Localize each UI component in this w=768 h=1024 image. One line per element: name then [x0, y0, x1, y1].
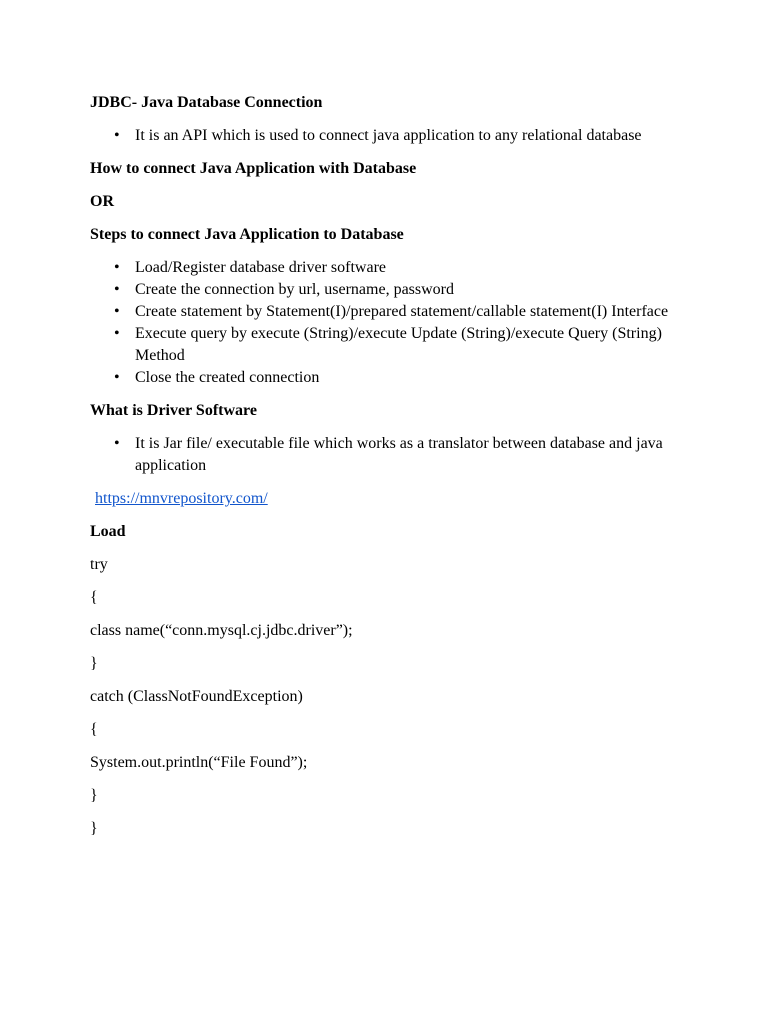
- driver-software-heading: What is Driver Software: [90, 402, 257, 419]
- code-line: try: [90, 556, 108, 573]
- list-item: • It is Jar file/ executable file which works as a translator between database and java application: [135, 433, 680, 477]
- steps-heading: Steps to connect Java Application to Database: [90, 226, 404, 243]
- code-line: {: [90, 721, 98, 738]
- how-to-heading: How to connect Java Application with Database: [90, 160, 417, 177]
- code-line: catch (ClassNotFoundException): [90, 688, 303, 705]
- code-line: System.out.println(“File Found”);: [90, 754, 308, 771]
- document-page: [90, 92, 680, 851]
- code-line: {: [90, 589, 98, 606]
- code-line: }: [90, 820, 98, 837]
- list-item: • Create statement by Statement(I)/prepared statement/callable statement(I) Interface: [135, 301, 680, 323]
- code-block: [90, 554, 680, 840]
- load-heading: Load: [90, 523, 126, 540]
- list-item: • Create the connection by url, username, password: [135, 279, 680, 301]
- code-line: }: [90, 787, 98, 804]
- code-line: class name(“conn.mysql.cj.jdbc.driver”);: [90, 622, 353, 639]
- steps-bullet-list: [90, 257, 680, 389]
- document-title: JDBC- Java Database Connection: [90, 94, 323, 111]
- intro-bullet-list: [90, 125, 680, 147]
- list-item: • Execute query by execute (String)/execute Update (String)/execute Query (String) Method: [135, 323, 680, 367]
- or-text: OR: [90, 193, 114, 210]
- list-item: • Load/Register database driver software: [135, 257, 680, 279]
- repository-link[interactable]: https://mnvrepository.com/: [95, 490, 268, 507]
- list-item: • It is an API which is used to connect java application to any relational database: [135, 125, 680, 147]
- code-line: }: [90, 655, 98, 672]
- driver-bullet-list: [90, 433, 680, 477]
- list-item: • Close the created connection: [135, 367, 680, 389]
